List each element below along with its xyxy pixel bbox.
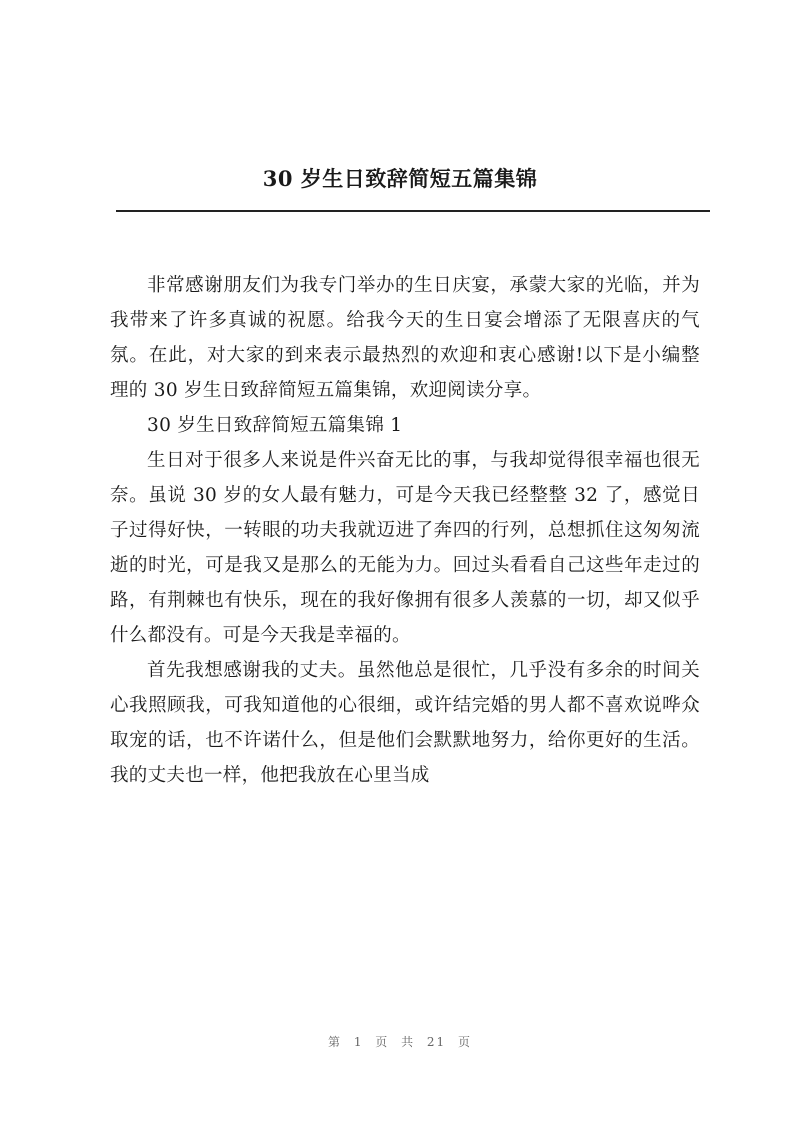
section-heading: 30 岁生日致辞简短五篇集锦 1 [147, 415, 403, 436]
document-body [110, 268, 700, 793]
page-footer: 第 1 页 共 21 页 [328, 1035, 472, 1049]
title-underline [116, 210, 710, 212]
section-paragraph-2: 首先我想感谢我的丈夫。虽然他总是很忙，几乎没有多余的时间关心我照顾我，可我知道他的心很细，或许结完婚的男人都不喜欢说哗众取宠的话，也不许诺什么，但是他们会默默地努力，给你更好的生活。我的丈夫也一样，他把我放在心里当成 [110, 660, 700, 786]
page-title: 30 岁生日致辞简短五篇集锦 [262, 166, 538, 191]
section-paragraph-1: 生日对于很多人来说是件兴奋无比的事，与我却觉得很幸福也很无奈。虽说 30 岁的女人最有魅力，可是今天我已经整整 32 了，感觉日子过得好快，一转眼的功夫我就迈进了奔四的行列，总想抓住这匆匆流逝的时光，可是我又是那么的无能为力。回过头看看自己这些年走过的路，有荆棘也有快乐，现在的我好像拥有很多人羡慕的一切，却又似乎什么都没有。可是今天我是幸福的。 [110, 450, 700, 646]
intro-paragraph: 非常感谢朋友们为我专门举办的生日庆宴，承蒙大家的光临，并为我带来了许多真诚的祝愿。给我今天的生日宴会增添了无限喜庆的气氛。在此，对大家的到来表示最热烈的欢迎和衷心感谢!以下是小编整理的 30 岁生日致辞简短五篇集锦，欢迎阅读分享。 [110, 275, 700, 401]
